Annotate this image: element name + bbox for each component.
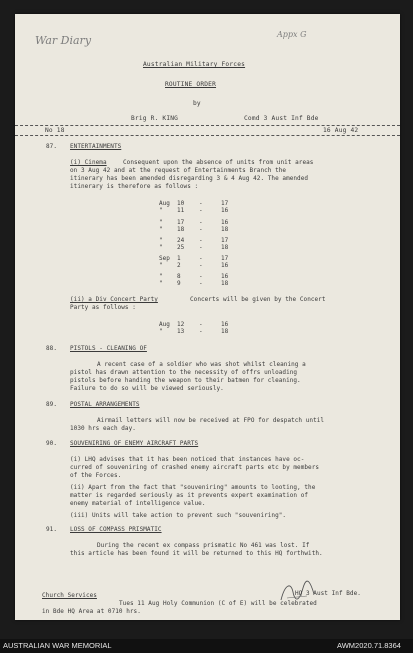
itinerary-day: 8 bbox=[177, 273, 181, 280]
section-88-line: pistols before handing the weapon to their batmen for cleaning. bbox=[70, 377, 301, 384]
itinerary-month: " bbox=[159, 219, 163, 226]
concert-day: 12 bbox=[177, 321, 185, 328]
concert-row bbox=[159, 321, 228, 328]
section-91-line: During the recent ex compass prismatic No 461 was lost. If bbox=[97, 542, 310, 549]
itinerary-row bbox=[159, 255, 228, 262]
section-88-line: A recent case of a soldier who was shot whilst cleaning a bbox=[97, 361, 306, 368]
footer-institution: AUSTRALIAN WAR MEMORIAL bbox=[3, 641, 112, 650]
by-label: by bbox=[193, 100, 201, 107]
section-90-title: SOUVENIRING OF ENEMY AIRCRAFT PARTS bbox=[70, 440, 199, 447]
church-services-title: Church Services bbox=[42, 592, 97, 599]
itinerary-unit: 16 bbox=[221, 262, 229, 269]
section-90-i-line: curred of souveniring of crashed enemy aircraft parts etc by members bbox=[70, 464, 320, 471]
itinerary-unit: 17 bbox=[221, 255, 229, 262]
section-90-i-line: of the Forces. bbox=[70, 472, 122, 479]
itinerary-month: " bbox=[159, 280, 163, 287]
itinerary-day: 17 bbox=[177, 219, 185, 226]
itinerary-row bbox=[159, 273, 228, 280]
church-services-line: Tues 11 Aug Holy Communion (C of E) will be celebrated bbox=[119, 600, 317, 607]
itinerary-unit: 16 bbox=[221, 219, 229, 226]
itinerary-day: 9 bbox=[177, 280, 181, 287]
header-rule-bottom bbox=[15, 135, 400, 136]
itinerary-month: " bbox=[159, 237, 163, 244]
org-title: Australian Military Forces bbox=[143, 61, 246, 68]
hq-signature-block: HQ 3 Aust Inf Bde. bbox=[295, 590, 361, 597]
itinerary-dash: - bbox=[199, 207, 203, 214]
order-date: 16 Aug 42 bbox=[323, 127, 359, 134]
concert-unit: 18 bbox=[221, 328, 229, 335]
itinerary-row bbox=[159, 262, 228, 269]
itinerary-row bbox=[159, 237, 228, 244]
itinerary-day: 11 bbox=[177, 207, 185, 214]
header-rule-top bbox=[15, 125, 400, 126]
commander-appointment: Comd 3 Aust Inf Bde bbox=[244, 115, 319, 122]
section-90-i-line: (i) LHQ advises that it has been noticed that instances have oc- bbox=[70, 456, 305, 463]
itinerary-row bbox=[159, 226, 228, 233]
itinerary-unit: 18 bbox=[221, 244, 229, 251]
itinerary-month: " bbox=[159, 207, 163, 214]
order-number: No 18 bbox=[45, 127, 65, 134]
appendix-annotation: Appx G bbox=[277, 30, 307, 39]
itinerary-unit: 17 bbox=[221, 200, 229, 207]
footer-accession-number: AWM2020.71.8364 bbox=[337, 641, 401, 650]
document-sheet bbox=[15, 14, 400, 620]
doc-type: ROUTINE ORDER bbox=[165, 81, 217, 88]
section-89-line: 1030 hrs each day. bbox=[70, 425, 136, 432]
itinerary-row bbox=[159, 207, 228, 214]
concert-label: (ii) a Div Concert Party bbox=[70, 296, 158, 303]
concert-line: Concerts will be given by the Concert bbox=[190, 296, 326, 303]
archive-footer bbox=[0, 639, 413, 653]
section-89-number: 89. bbox=[46, 401, 57, 408]
section-90-number: 90. bbox=[46, 440, 57, 447]
itinerary-month: " bbox=[159, 226, 163, 233]
section-90-ii-line: enemy material of intelligence value. bbox=[70, 500, 206, 507]
itinerary-dash: - bbox=[199, 226, 203, 233]
war-diary-annotation: War Diary bbox=[35, 34, 92, 47]
itinerary-unit: 18 bbox=[221, 226, 229, 233]
itinerary-month: Aug bbox=[159, 200, 170, 207]
section-90-ii-line: (ii) Apart from the fact that "souveniring" amounts to looting, the bbox=[70, 484, 316, 491]
itinerary-day: 2 bbox=[177, 262, 181, 269]
itinerary-dash: - bbox=[199, 280, 203, 287]
section-89-line: Airmail letters will now be received at FPO for despatch until bbox=[97, 417, 325, 424]
cinema-line: Consequent upon the absence of units from unit areas bbox=[123, 159, 314, 166]
itinerary-month: " bbox=[159, 273, 163, 280]
itinerary-row bbox=[159, 200, 228, 207]
section-88-line: Failure to do so will be viewed seriously. bbox=[70, 385, 224, 392]
itinerary-month: " bbox=[159, 262, 163, 269]
itinerary-dash: - bbox=[199, 237, 203, 244]
cinema-line: itinerary has been amended disregarding 3 & 4 Aug 42. The amended bbox=[70, 175, 309, 182]
section-89-title: POSTAL ARRANGEMENTS bbox=[70, 401, 140, 408]
cinema-line: on 3 Aug 42 and at the request of Entertainments Branch the bbox=[70, 167, 287, 174]
itinerary-dash: - bbox=[199, 219, 203, 226]
itinerary-dash: - bbox=[199, 244, 203, 251]
itinerary-row bbox=[159, 219, 228, 226]
section-87-title: ENTERTAINMENTS bbox=[70, 143, 122, 150]
cinema-label: (i) Cinema bbox=[70, 159, 107, 166]
section-91-line: this article has been found it will be returned to this HQ forthwith. bbox=[70, 550, 323, 557]
itinerary-dash: - bbox=[199, 262, 203, 269]
section-88-title: PISTOLS - CLEANING OF bbox=[70, 345, 147, 352]
itinerary-row bbox=[159, 280, 228, 287]
itinerary-month: " bbox=[159, 244, 163, 251]
concert-line: Party as follows : bbox=[70, 304, 136, 311]
itinerary-unit: 16 bbox=[221, 207, 229, 214]
itinerary-unit: 17 bbox=[221, 237, 229, 244]
concert-dash: - bbox=[199, 321, 203, 328]
concert-row bbox=[159, 328, 228, 335]
itinerary-day: 25 bbox=[177, 244, 185, 251]
concert-month: " bbox=[159, 328, 163, 335]
section-88-line: pistol has drawn attention to the necessity of offrs unloading bbox=[70, 369, 298, 376]
itinerary-month: Sep bbox=[159, 255, 170, 262]
concert-day: 13 bbox=[177, 328, 185, 335]
itinerary-unit: 18 bbox=[221, 280, 229, 287]
itinerary-day: 24 bbox=[177, 237, 185, 244]
itinerary-dash: - bbox=[199, 273, 203, 280]
section-90-iii-line: (iii) Units will take action to prevent such "souveniring". bbox=[70, 512, 287, 519]
itinerary-day: 18 bbox=[177, 226, 185, 233]
section-91-title: LOSS OF COMPASS PRISMATIC bbox=[70, 526, 162, 533]
concert-unit: 16 bbox=[221, 321, 229, 328]
section-90-ii-line: matter is regarded seriously as it prevents expert examination of bbox=[70, 492, 309, 499]
itinerary-day: 10 bbox=[177, 200, 185, 207]
church-services-line: in Bde HQ Area at 0710 hrs. bbox=[42, 608, 141, 615]
itinerary-dash: - bbox=[199, 255, 203, 262]
itinerary-unit: 16 bbox=[221, 273, 229, 280]
section-87-number: 87. bbox=[46, 143, 57, 150]
cinema-line: itinerary is therefore as follows : bbox=[70, 183, 199, 190]
itinerary-dash: - bbox=[199, 200, 203, 207]
concert-dash: - bbox=[199, 328, 203, 335]
concert-month: Aug bbox=[159, 321, 170, 328]
itinerary-row bbox=[159, 244, 228, 251]
itinerary-day: 1 bbox=[177, 255, 181, 262]
section-88-number: 88. bbox=[46, 345, 57, 352]
commander-name: Brig R. KING bbox=[131, 115, 179, 122]
section-91-number: 91. bbox=[46, 526, 57, 533]
